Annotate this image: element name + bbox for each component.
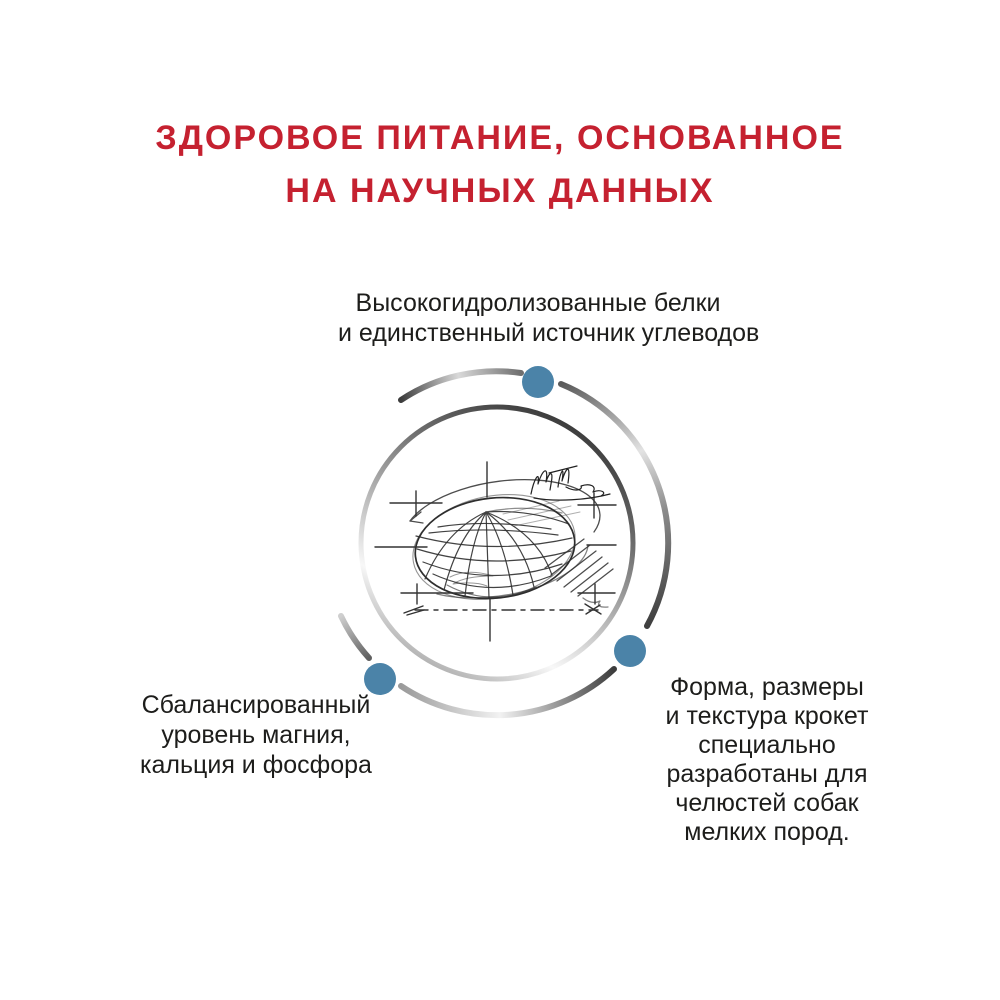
marker-dot-bottom-left bbox=[364, 663, 396, 695]
callout-line: мелких пород. bbox=[684, 818, 850, 846]
callout-line: Сбалансированный bbox=[141, 691, 371, 719]
kibble-parallels bbox=[416, 523, 572, 597]
callout-line: уровень магния, bbox=[161, 721, 351, 749]
page-title-line-1: ЗДОРОВОЕ ПИТАНИЕ, ОСНОВАННОЕ bbox=[155, 119, 845, 157]
callout-line: специально bbox=[698, 731, 836, 759]
outer-ring-arc-bottom-left bbox=[341, 616, 369, 658]
page-title-line-2: НА НАУЧНЫХ ДАННЫХ bbox=[285, 172, 715, 210]
dimension-line bbox=[404, 604, 601, 615]
page-title bbox=[0, 112, 1000, 218]
callout-line: и единственный источник углеводов bbox=[338, 319, 760, 347]
outer-ring-arc-bottom bbox=[401, 669, 614, 715]
inner-ring bbox=[361, 407, 633, 679]
outer-ring-arc-top-left bbox=[401, 371, 521, 400]
callout-line: разработаны для bbox=[666, 760, 868, 788]
callout-line: челюстей собак bbox=[675, 789, 859, 817]
kibble-meridians bbox=[425, 508, 569, 598]
callout-line: и текстура крокет bbox=[665, 702, 869, 730]
callout-line: кальция и фосфора bbox=[140, 751, 372, 779]
kibble-diagram bbox=[330, 350, 690, 730]
marker-dot-top bbox=[522, 366, 554, 398]
callout-line: Высокогидролизованные белки bbox=[355, 289, 721, 317]
callout-line: Форма, размеры bbox=[670, 673, 864, 701]
outer-ring bbox=[341, 371, 668, 715]
kibble-sketch bbox=[375, 462, 616, 641]
signature-scribble bbox=[531, 466, 610, 500]
marker-dot-bottom-right bbox=[614, 635, 646, 667]
callout-hydrolyzed-proteins bbox=[338, 288, 760, 348]
